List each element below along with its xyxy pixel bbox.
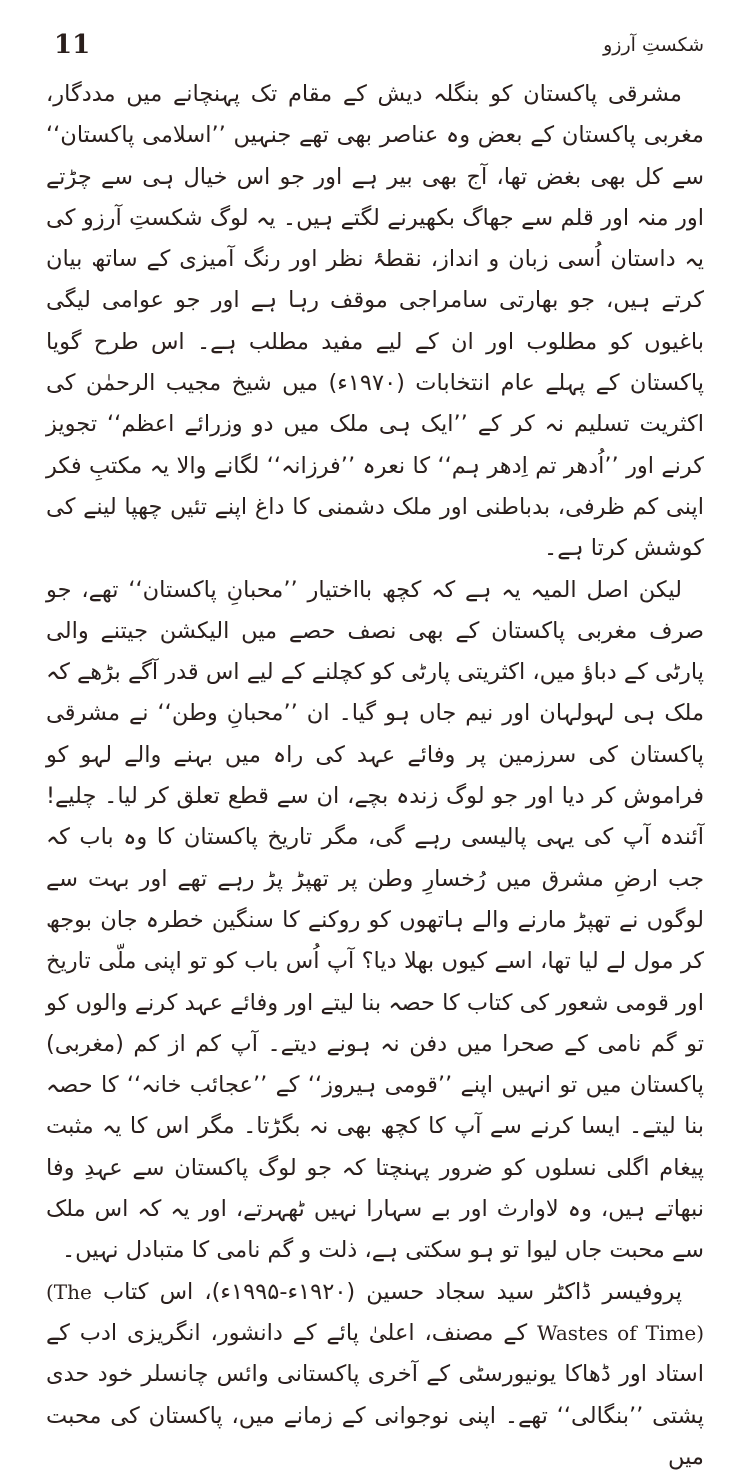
- paragraph-3-end: کے مصنف، اعلیٰ پائے کے دانشور، انگریزی ادب کے استاد اور ڈھاکا یونیورسٹی کے آخری پاکستانی وائس چانسلر خود حدی پشتی ’’بنگالی‘‘ تھے۔ اپنی نوجوانی کے زمانے میں، پاکستان کی محبت میں: [46, 1319, 704, 1470]
- book-title: (The Wastes of Time): [46, 1279, 705, 1345]
- page-number: 11: [54, 30, 91, 60]
- paragraph-3: [46, 1272, 704, 1478]
- paragraph-2: لیکن اصل المیہ یہ ہے کہ کچھ بااختیار ’’محبانِ پاکستان‘‘ تھے، جو صرف مغربی پاکستان کے بھی نصف حصے میں الیکشن جیتنے والی پارٹی کے دباؤ میں، اکثریتی پارٹی کو کچلنے کے لیے اس قدر آگے بڑھے کہ ملک ہی لہولہان اور نیم جاں ہو گیا۔ ان ’’محبانِ وطن‘‘ نے مشرقی پاکستان کی سرزمین پر وفائے عہد کی راہ میں بہنے والے لہو کو فراموش کر دیا اور جو لوگ زندہ بچے، ان سے قطع تعلق کر لیا۔ چلیے! آئندہ آپ کی یہی پالیسی رہے گی، مگر تاریخ پاکستان کا وہ باب کہ جب ارضِ مشرق میں رُخسارِ وطن پر تھپڑ پڑ رہے تھے اور بہت سے لوگوں نے تھپڑ مارنے والے ہاتھوں کو روکنے کا سنگین خطرہ جان بوجھ کر مول لے لیا تھا، اسے کیوں بھلا دیا؟ آپ اُس باب کو تو اپنی ملّی تاریخ اور قومی شعور کی کتاب کا حصہ بنا لیتے اور وفائے عہد کرنے والوں کو تو گم نامی کے صحرا میں دفن نہ ہونے دیتے۔ آپ کم از کم (مغربی) پاکستان میں تو انہیں اپنے ’’قومی ہیروز‘‘ کے ’’عجائب خانہ‘‘ کا حصہ بنا لیتے۔ ایسا کرنے سے آپ کا کچھ بھی نہ بگڑتا۔ مگر اس کا یہ مثبت پیغام اگلی نسلوں کو ضرور پہنچتا کہ جو لوگ پاکستان سے عہدِ وفا نبھاتے ہیں، وہ لاوارث اور بے سہارا نہیں ٹھہرتے، اور یہ کہ اس ملک سے محبت جاں لیوا تو ہو سکتی ہے، ذلت و گم نامی کا متبادل نہیں۔: [46, 576, 704, 1264]
- body-text: [46, 74, 704, 1478]
- running-title: شکستِ آرزو: [603, 34, 704, 56]
- paragraph-1: مشرقی پاکستان کو بنگلہ دیش کے مقام تک پہنچانے میں مددگار، مغربی پاکستان کے بعض وہ عناصر بھی تھے جنہیں ’’اسلامی پاکستان‘‘ سے کل بھی بغض تھا، آج بھی بیر ہے اور جو اس خیال ہی سے چڑتے اور منہ اور قلم سے جھاگ بکھیرنے لگتے ہیں۔ یہ لوگ شکستِ آرزو کی یہ داستان اُسی زبان و انداز، نقطۂ نظر اور رنگ آمیزی کے ساتھ بیان کرتے ہیں، جو بھارتی سامراجی موقف رہا ہے اور جو عوامی لیگی باغیوں کو مطلوب اور ان کے لیے مفید مطلب ہے۔ اس طرح گویا پاکستان کے پہلے عام انتخابات (۱۹۷۰ء) میں شیخ مجیب الرحمٰن کی اکثریت تسلیم نہ کر کے ’’ایک ہی ملک میں دو وزرائے اعظم‘‘ تجویز کرنے اور ’’اُدھر تم اِدھر ہم‘‘ کا نعرہ ’’فرزانہ‘‘ لگانے والا یہ مکتبِ فکر اپنی کم ظرفی، بدباطنی اور ملک دشمنی کا داغ اپنے تئیں چھپا لینے کی کوشش کرتا ہے۔: [46, 81, 704, 562]
- paragraph-3-start: پروفیسر ڈاکٹر سید سجاد حسین (۱۹۲۰ء-۱۹۹۵ء)، اس کتاب: [91, 1278, 682, 1305]
- page-header: [46, 18, 704, 74]
